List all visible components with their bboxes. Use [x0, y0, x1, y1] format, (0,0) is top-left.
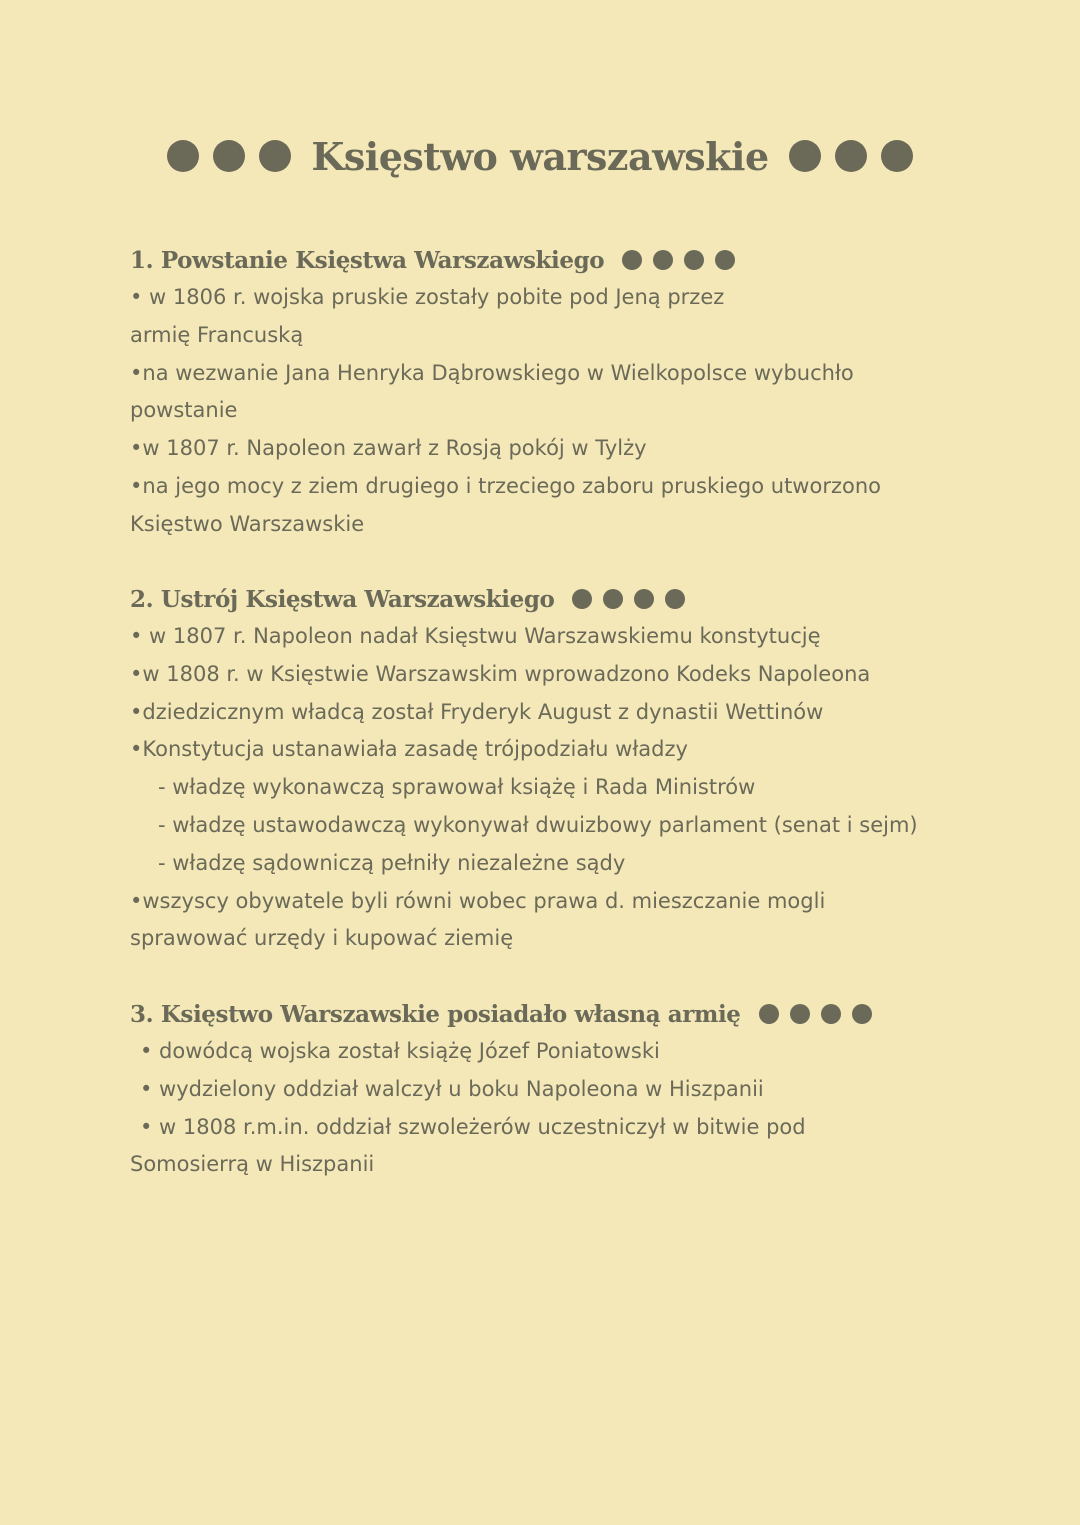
section-heading — [130, 995, 950, 1033]
list-item: • w 1808 r.m.in. oddział szwoleżerów uczestniczył w bitwie pod — [140, 1114, 806, 1139]
section-heading-text: 2. Ustrój Księstwa Warszawskiego — [130, 585, 555, 613]
list-item-continuation: powstanie — [130, 398, 238, 423]
section-heading-text: 1. Powstanie Księstwa Warszawskiego — [130, 246, 605, 274]
title-dots-left — [167, 140, 291, 172]
list-item: •na jego mocy z ziem drugiego i trzeciego zaboru pruskiego utworzono — [130, 473, 881, 498]
list-item: •w 1807 r. Napoleon zawarł z Rosją pokój w Tylży — [130, 436, 647, 461]
section-1 — [130, 241, 950, 544]
list-item: •Konstytucja ustanawiała zasadę trójpodziału władzy — [130, 737, 688, 762]
list-item: • dowódcą wojska został książę Józef Poniatowski — [140, 1039, 660, 1063]
list-item: •dziedzicznym władcą został Fryderyk August z dynastii Wettinów — [130, 699, 824, 724]
dot-icon — [665, 589, 685, 609]
dot-icon — [789, 140, 821, 172]
heading-dots — [759, 1004, 872, 1024]
dot-icon — [634, 589, 654, 609]
section-heading — [130, 580, 950, 618]
dot-icon — [167, 140, 199, 172]
dot-icon — [684, 250, 704, 270]
section-heading — [130, 241, 950, 279]
heading-dots — [622, 250, 735, 270]
list-item: •na wezwanie Jana Henryka Dąbrowskiego w Wielkopolsce wybuchło — [130, 360, 854, 385]
list-item-continuation: Księstwo Warszawskie — [130, 511, 365, 536]
list-item: • w 1807 r. Napoleon nadał Księstwu Warszawskiemu konstytucję — [130, 624, 821, 648]
dot-icon — [715, 250, 735, 270]
dot-icon — [259, 140, 291, 172]
sub-list-item: - władzę wykonawczą sprawował książę i Rada Ministrów — [158, 775, 756, 800]
dot-icon — [881, 140, 913, 172]
list-item-continuation: Somosierrą w Hiszpanii — [130, 1152, 375, 1177]
title-dots-right — [789, 140, 913, 172]
dot-icon — [213, 140, 245, 172]
dot-icon — [835, 140, 867, 172]
dot-icon — [852, 1004, 872, 1024]
sub-list-item: - władzę sądowniczą pełniły niezależne sądy — [158, 850, 626, 875]
sub-list-item: - władzę ustawodawczą wykonywał dwuizbowy parlament (senat i sejm) — [158, 812, 918, 837]
dot-icon — [653, 250, 673, 270]
section-2 — [130, 580, 950, 958]
dot-icon — [603, 589, 623, 609]
page-title: Księstwo warszawskie — [311, 133, 769, 179]
list-item: •w 1808 r. w Księstwie Warszawskim wprowadzono Kodeks Napoleona — [130, 661, 871, 686]
section-heading-text: 3. Księstwo Warszawskie posiadało własną armię — [130, 1000, 741, 1028]
dot-icon — [622, 250, 642, 270]
dot-icon — [790, 1004, 810, 1024]
section-3 — [130, 995, 950, 1184]
dot-icon — [759, 1004, 779, 1024]
dot-icon — [572, 589, 592, 609]
list-item: • wydzielony oddział walczył u boku Napoleona w Hiszpanii — [140, 1076, 764, 1101]
list-item: • w 1806 r. wojska pruskie zostały pobite pod Jeną przez — [130, 285, 725, 309]
dot-icon — [821, 1004, 841, 1024]
heading-dots — [572, 589, 685, 609]
list-item-continuation: sprawować urzędy i kupować ziemię — [130, 926, 514, 951]
list-item-continuation: armię Francuską — [130, 322, 304, 347]
list-item: •wszyscy obywatele byli równi wobec prawa d. mieszczanie mogli — [130, 888, 826, 913]
title-row — [0, 128, 1080, 184]
